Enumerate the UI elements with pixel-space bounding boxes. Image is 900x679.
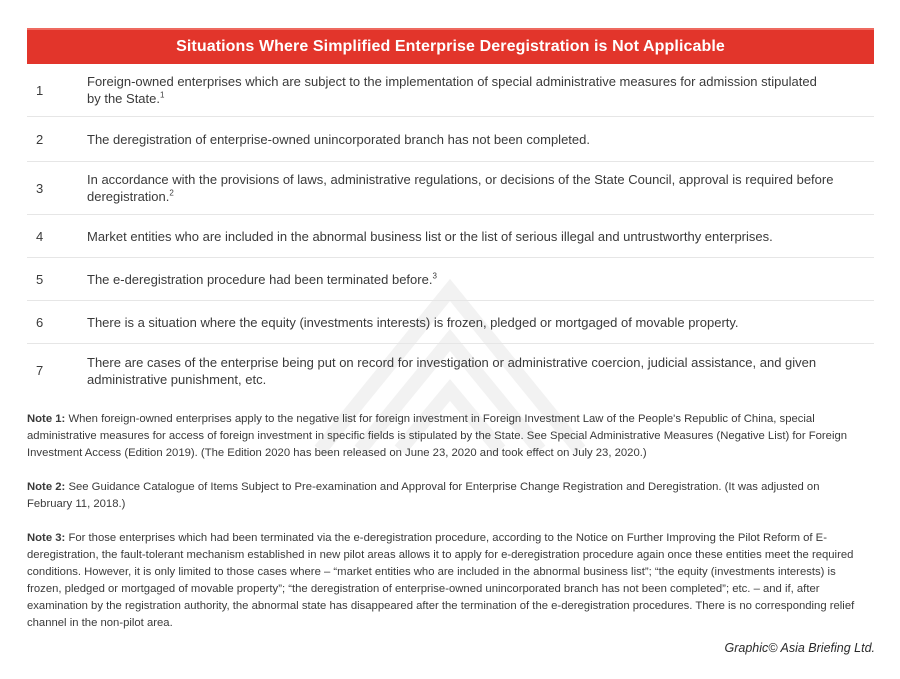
footnote-mark: 2 <box>169 188 174 198</box>
table-row <box>27 117 874 162</box>
row-number: 4 <box>36 228 44 244</box>
note-text: See Guidance Catalogue of Items Subject to Pre-examination and Approval for Enterprise Change Registration and Deregistration. (It was adjusted on February 11, 2018.) <box>27 481 820 510</box>
row-number: 3 <box>36 180 44 196</box>
row-text: Market entities who are included in the abnormal business list or the list of serious illegal and untrustworthy enterprises. <box>87 228 773 244</box>
notes-section <box>27 411 867 649</box>
table-row <box>27 162 874 215</box>
row-text: In accordance with the provisions of laws, administrative regulations, or decisions of the State Council, approval is required before deregistration.$^2$ <box>87 172 834 204</box>
table-row <box>27 258 874 301</box>
footnote-mark: 1 <box>160 90 165 100</box>
row-number: 5 <box>36 271 44 287</box>
row-text: There are cases of the enterprise being put on record for investigation or administrative coercion, judicial assistance, and given administrative punishment, etc. <box>87 354 817 387</box>
note-label: Note 3: <box>27 532 66 544</box>
note-3 <box>27 530 867 632</box>
row-number: 6 <box>36 314 44 330</box>
situations-table <box>27 28 874 397</box>
note-1 <box>27 411 867 462</box>
row-text: Foreign-owned enterprises which are subject to the implementation of special administrative measures for admission stipulated by the State.$^1$ <box>87 74 817 106</box>
note-label: Note 2: <box>27 481 66 493</box>
table-row <box>27 301 874 344</box>
row-text: The deregistration of enterprise-owned unincorporated branch has not been completed. <box>87 131 590 147</box>
note-2 <box>27 479 867 513</box>
table-row <box>27 64 874 117</box>
note-text: When foreign-owned enterprises apply to the negative list for foreign investment in Foreign Investment Law of the People's Republic of China, special administrative measures for access of foreign investment in specific fields is stipulated by the State. See Special Administrative Measures (Negative List) for Foreign Investment Access (Edition 2019). (The Edition 2020 has been released on June 23, 2020 and took effect on July 23, 2020.) <box>27 413 848 459</box>
row-number: 2 <box>36 131 44 147</box>
graphic-credit: Graphic© Asia Briefing Ltd. <box>724 641 875 655</box>
row-text: There is a situation where the equity (investments interests) is frozen, pledged or mortgaged of movable property. <box>87 314 739 330</box>
table-row <box>27 215 874 258</box>
note-label: Note 1: <box>27 413 66 425</box>
row-number: 1 <box>36 82 44 98</box>
note-text: For those enterprises which had been terminated via the e-deregistration procedure, according to the Notice on Further Improving the Pilot Reform of E-deregistration, the fault-tolerant mechanism established in new pilot areas allows it to apply for e-deregistration procedure again once these entities meet the required conditions. However, it is only limited to those cases where – “market entities who are included in the abnormal business list”; “the equity (investments interests) is frozen, pledged or mortgaged of movable property”; “the deregistration of enterprise-owned unincorporated branch has not been completed”; etc. – and if, after examination by the registration authority, the abnormal state has disappeared after the termination of the e-deregistration procedures. There is no corresponding relief channel in the non-pilot area. <box>27 532 855 629</box>
row-text: The e-deregistration procedure had been terminated before.$^3$ <box>87 271 437 287</box>
table-row <box>27 344 874 397</box>
table-title: Situations Where Simplified Enterprise Deregistration is Not Applicable <box>27 28 874 64</box>
row-number: 7 <box>36 363 44 378</box>
footnote-mark: 3 <box>432 271 437 281</box>
